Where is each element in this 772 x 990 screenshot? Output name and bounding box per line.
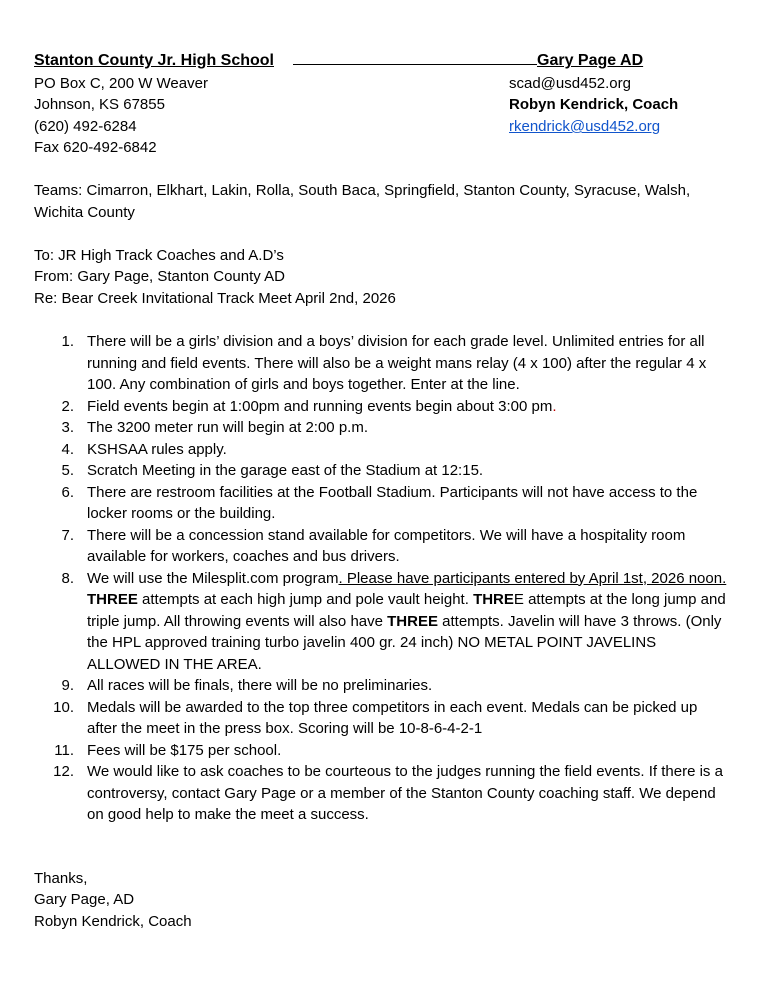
list-item: [0, 525, 727, 568]
item-text: The 3200 meter run will begin at 2:00 p.m.: [87, 419, 368, 436]
item-number: 9.: [61, 677, 74, 694]
list-item: [0, 482, 727, 525]
item-text: Medals will be awarded to the top three competitors in each event. Medals can be picked up after the meet in the press box. Scoring will be 10-8-6-4-2-1: [87, 698, 698, 737]
meet-info-list: [0, 331, 772, 826]
phone-number: (620) 492-6284: [34, 118, 137, 135]
memo-to: To: JR High Track Coaches and A.D’s: [34, 247, 284, 264]
item-text: Field events begin at 1:00pm and running events begin about 3:00 pm: [87, 397, 553, 415]
coach-email-link[interactable]: rkendrick@usd452.org: [509, 118, 661, 135]
list-item: [0, 439, 727, 461]
item-text: We will use the Milesplit.com program: [87, 569, 339, 587]
item-number: 8.: [61, 569, 74, 587]
list-item: [0, 568, 727, 676]
item-text: Scratch Meeting in the garage east of the Stadium at 12:15.: [87, 462, 484, 479]
item-text: There are restroom facilities at the Football Stadium. Participants will not have access to the locker rooms or the building.: [87, 483, 698, 522]
item-text: KSHSAA rules apply.: [87, 440, 227, 458]
list-item: [0, 460, 727, 482]
teams-line-2: Wichita County: [34, 204, 135, 221]
list-item: [0, 417, 727, 439]
item-number: 2.: [61, 397, 74, 415]
item-period: .: [552, 397, 557, 415]
teams-line-1: Teams: Cimarron, Elkhart, Lakin, Rolla, South Baca, Springfield, Stanton County, Syracuse, Walsh,: [34, 182, 691, 199]
header-underline-filler: [293, 50, 537, 71]
address-line-1: PO Box C, 200 W Weaver: [34, 75, 208, 92]
ad-email: scad@usd452.org: [509, 75, 631, 92]
item-text: attempts. Javelin will have 3 throws. (Only the HPL approved training turbo javelin 400 gr. 24 inch) NO METAL POINT JAVELINS ALLOWED IN THE AREA.: [87, 612, 722, 673]
memo-from: From: Gary Page, Stanton County AD: [34, 268, 285, 285]
list-item: [0, 396, 727, 418]
signature-ad: Gary Page, AD: [34, 891, 135, 908]
item-text: attempts at each high jump and pole vault height.: [137, 591, 474, 608]
item-number: 1.: [61, 333, 74, 350]
address-line-2: Johnson, KS 67855: [34, 96, 165, 113]
emphasis-three: THREE: [87, 591, 138, 608]
emphasis-three: THREE: [387, 612, 438, 630]
item-number: 6.: [61, 483, 74, 501]
list-item: [0, 331, 727, 396]
item-number: 10.: [53, 698, 74, 716]
coach-name: Robyn Kendrick, Coach: [509, 96, 679, 113]
item-number: 7.: [61, 526, 74, 544]
school-name: Stanton County Jr. High School: [34, 52, 274, 69]
emphasis-three: THRE: [473, 591, 514, 608]
closing-thanks: Thanks,: [34, 870, 88, 887]
memo-re: Re: Bear Creek Invitational Track Meet April 2nd, 2026: [34, 290, 396, 307]
item-number: 4.: [61, 440, 74, 458]
list-item: [0, 761, 727, 826]
signature-coach: Robyn Kendrick, Coach: [34, 913, 192, 930]
list-item: [0, 675, 727, 697]
item-number: 11.: [54, 741, 74, 759]
item-text: E attempts at the long jump and triple jump. All throwing events will also have: [87, 591, 726, 630]
entry-deadline-text: . Please have participants entered by April 1st, 2026 noon.: [338, 569, 727, 587]
ad-title: Gary Page AD: [537, 52, 644, 69]
item-text: There will be a concession stand available for competitors. We will have a hospitality room available for workers, coaches and bus drivers.: [87, 526, 686, 565]
item-text: There will be a girls’ division and a boys’ division for each grade level. Unlimited entries for all running and field events. There will also be a weight mans relay (4 x 100) after the regular 4 x 100. Any combination of girls and boys together. Enter at the line.: [87, 333, 707, 393]
item-text: Fees will be $175 per school.: [87, 741, 282, 759]
list-item: [0, 740, 727, 762]
item-text: All races will be finals, there will be no preliminaries.: [87, 677, 433, 694]
item-number: 5.: [61, 462, 74, 479]
item-number: 3.: [61, 419, 74, 436]
item-text: We would like to ask coaches to be courteous to the judges running the field events. If there is a controversy, contact Gary Page or a member of the Stanton County coaching staff. We depend on good help to make the meet a success.: [87, 763, 723, 823]
item-number: 12.: [53, 763, 74, 780]
fax-number: Fax 620-492-6842: [34, 139, 157, 156]
list-item: [0, 697, 727, 740]
